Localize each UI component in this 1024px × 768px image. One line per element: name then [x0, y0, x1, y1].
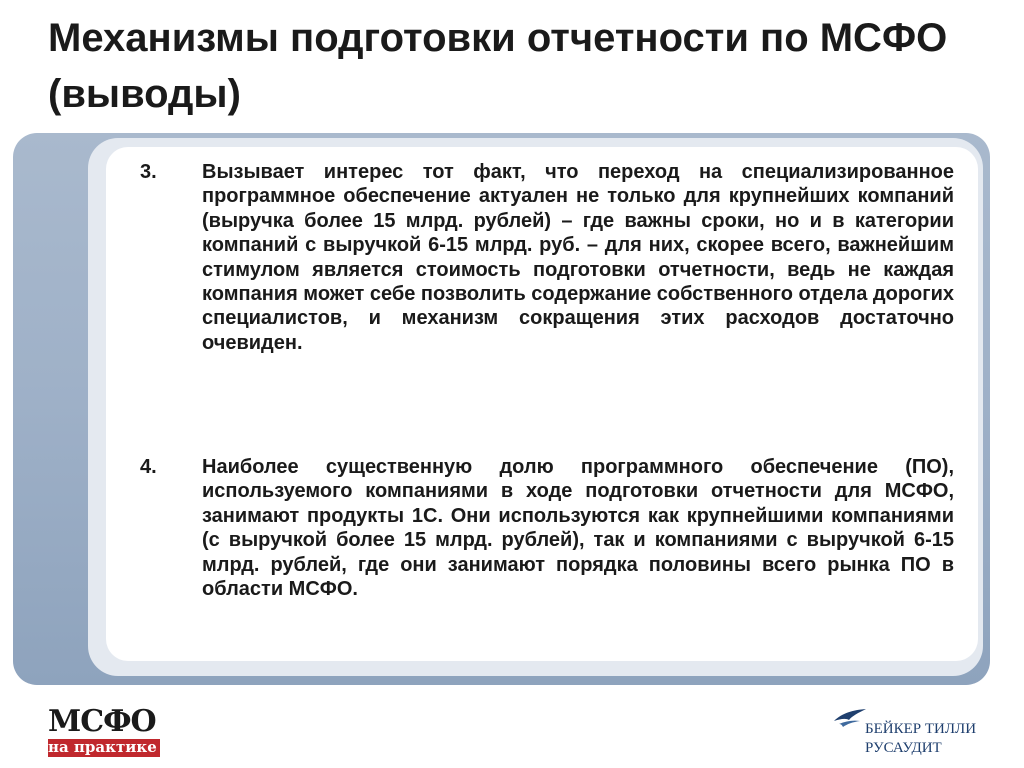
- bird-emblem-icon: [833, 708, 867, 730]
- conclusion-point-3: [140, 160, 954, 355]
- point-text: Вызывает интерес тот факт, что переход на специализированное программное обеспечение актуален не только для крупнейших компаний (выручка более 15 млрд. рублей) – где важны сроки, но и в категории компаний с выручкой 6-15 млрд. руб. – для них, скорее всего, важнейшим стимулом является стоимость подготовки отчетности, ведь не каждая компания может себе позволить содержание собственного отдела дорогих специалистов, и механизм сокращения этих расходов достаточно очевиден.: [202, 161, 955, 354]
- point-text: Наиболее существенную долю программного обеспечение (ПО), используемого компаниями в ходе подготовки отчетности для МСФО, занимают продукты 1С. Они используются как крупнейшими компаниями (с выручкой более 15 млрд. рублей), так и компаниями с выручкой 6-15 млрд. рублей, где они занимают порядка половины всего рынка ПО в области МСФО.: [202, 456, 954, 601]
- logo-left-sub: на практике: [48, 739, 160, 757]
- logo-right-line1: БЕЙКЕР ТИЛЛИ: [865, 721, 977, 737]
- baker-tilly-rusaudit-logo: [833, 706, 993, 762]
- conclusion-point-4: [140, 455, 954, 601]
- msfo-na-praktike-logo: [48, 706, 168, 762]
- point-number: 3.: [140, 161, 157, 183]
- logo-left-main: МСФО: [48, 704, 156, 739]
- point-number: 4.: [140, 456, 157, 478]
- logo-right-line2: РУСАУДИТ: [865, 740, 942, 756]
- slide-title: Механизмы подготовки отчетности по МСФО (выводы): [48, 16, 948, 116]
